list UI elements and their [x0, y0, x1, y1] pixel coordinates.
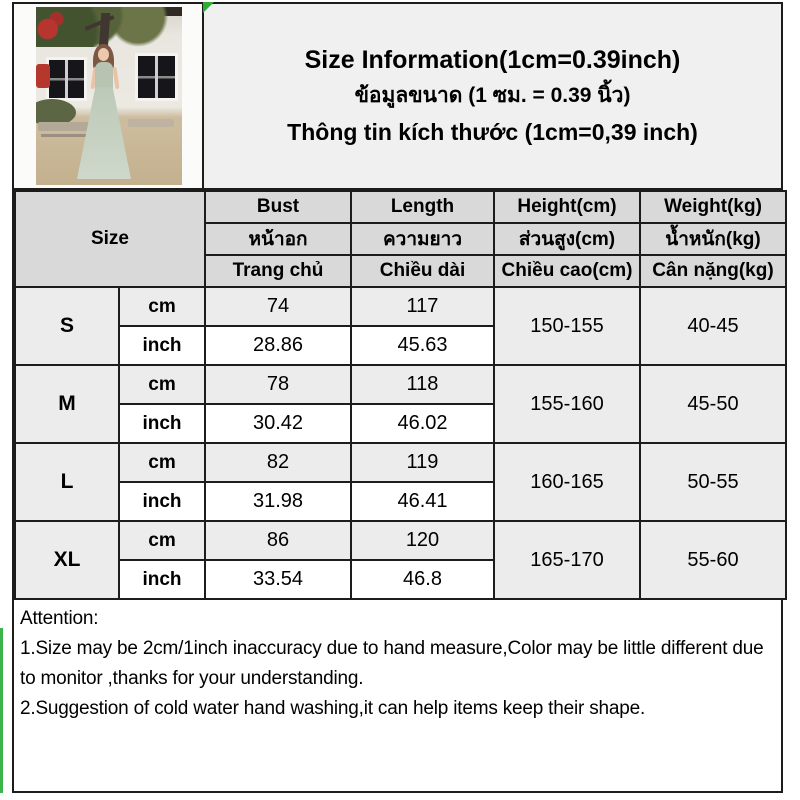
size-chart-sheet: [12, 2, 783, 793]
size-label-m: M: [15, 365, 119, 443]
bust-cm-l: 82: [205, 443, 351, 482]
length-inch-l: 46.41: [351, 482, 494, 521]
bust-cm-s: 74: [205, 287, 351, 326]
col-header-height-vi: Chiều cao(cm): [494, 255, 640, 287]
length-inch-m: 46.02: [351, 404, 494, 443]
length-inch-s: 45.63: [351, 326, 494, 365]
title-english: Size Information(1cm=0.39inch): [304, 46, 681, 74]
length-cm-m: 118: [351, 365, 494, 404]
unit-label-inch: inch: [119, 326, 205, 365]
product-photo-cell: [14, 4, 204, 188]
unit-label-inch: inch: [119, 482, 205, 521]
col-header-weight-th: น้ำหนัก(kg): [640, 223, 786, 255]
product-photo: [36, 7, 182, 185]
col-header-bust-en: Bust: [205, 191, 351, 223]
size-corner-label: Size: [15, 191, 205, 287]
bust-inch-m: 30.42: [205, 404, 351, 443]
stone-slab-graphic: [128, 119, 174, 127]
weight-range-xl: 55-60: [640, 521, 786, 599]
green-edge-mark: [0, 628, 3, 793]
window-graphic: [135, 53, 178, 101]
bust-cm-m: 78: [205, 365, 351, 404]
col-header-height-en: Height(cm): [494, 191, 640, 223]
unit-label-cm: cm: [119, 443, 205, 482]
col-header-bust-vi: Trang chủ: [205, 255, 351, 287]
height-range-s: 150-155: [494, 287, 640, 365]
stone-bench-graphic: [38, 122, 94, 131]
weight-range-s: 40-45: [640, 287, 786, 365]
attention-note-1: 1.Size may be 2cm/1inch inaccuracy due to hand measure,Color may be little different due to monitor ,thanks for your understanding.: [20, 638, 764, 689]
title-vietnamese: Thông tin kích thước (1cm=0,39 inch): [287, 119, 698, 145]
attention-notes: [14, 600, 781, 791]
col-header-length-en: Length: [351, 191, 494, 223]
size-label-l: L: [15, 443, 119, 521]
bust-inch-s: 28.86: [205, 326, 351, 365]
bust-inch-xl: 33.54: [205, 560, 351, 599]
col-header-weight-vi: Cân nặng(kg): [640, 255, 786, 287]
unit-label-cm: cm: [119, 521, 205, 560]
length-inch-xl: 46.8: [351, 560, 494, 599]
height-range-m: 155-160: [494, 365, 640, 443]
bust-inch-l: 31.98: [205, 482, 351, 521]
size-info-title-block: [204, 4, 781, 188]
top-banner: [14, 4, 781, 190]
bust-cm-xl: 86: [205, 521, 351, 560]
dress-bodice-graphic: [95, 62, 113, 90]
attention-heading: Attention:: [20, 608, 99, 629]
green-corner-flag: [203, 2, 214, 13]
attention-note-2: 2.Suggestion of cold water hand washing,it can help items keep their shape.: [20, 698, 646, 719]
length-cm-xl: 120: [351, 521, 494, 560]
red-sign-graphic: [36, 64, 50, 88]
length-cm-s: 117: [351, 287, 494, 326]
height-range-xl: 165-170: [494, 521, 640, 599]
col-header-bust-th: หน้าอก: [205, 223, 351, 255]
window-graphic: [46, 57, 87, 101]
height-range-l: 160-165: [494, 443, 640, 521]
length-cm-l: 119: [351, 443, 494, 482]
unit-label-inch: inch: [119, 560, 205, 599]
model-arm-graphic: [112, 67, 119, 89]
col-header-height-th: ส่วนสูง(cm): [494, 223, 640, 255]
size-label-xl: XL: [15, 521, 119, 599]
title-thai: ข้อมูลขนาด (1 ซม. = 0.39 นิ้ว): [354, 84, 631, 107]
unit-label-cm: cm: [119, 365, 205, 404]
model-face-graphic: [98, 48, 109, 61]
size-label-s: S: [15, 287, 119, 365]
col-header-length-th: ความยาว: [351, 223, 494, 255]
unit-label-inch: inch: [119, 404, 205, 443]
unit-label-cm: cm: [119, 287, 205, 326]
weight-range-m: 45-50: [640, 365, 786, 443]
size-table: [14, 190, 787, 600]
col-header-weight-en: Weight(kg): [640, 191, 786, 223]
weight-range-l: 50-55: [640, 443, 786, 521]
col-header-length-vi: Chiều dài: [351, 255, 494, 287]
